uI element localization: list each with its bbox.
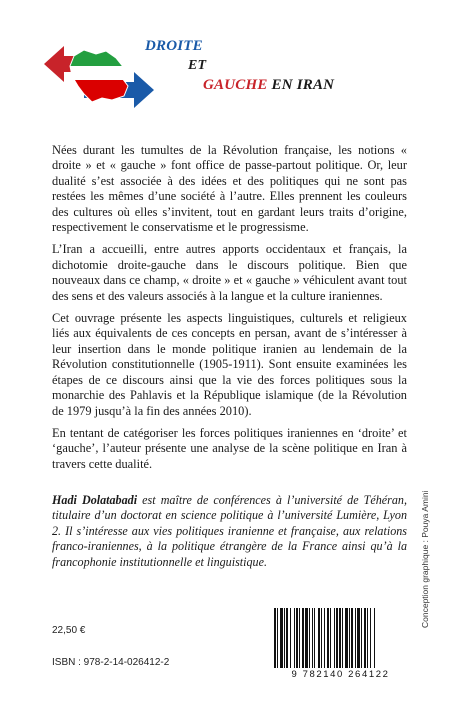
barcode-bar	[351, 608, 353, 668]
barcode-bar	[327, 608, 329, 668]
barcode-bar	[286, 608, 288, 668]
barcode-bar	[345, 608, 348, 668]
title-line-gauche-en-iran	[203, 77, 334, 94]
barcode-bar	[290, 608, 291, 668]
author-bio-text: est maître de conférences à l’université de Téhéran, titulaire d’un doctorat en science politique à l’université Lumière, Lyon 2. Il s’intéresse aux vies politiques iranienne et française, aux relations franco-iraniennes, à la politique étrangère de la France ainsi qu’à la francophonie institutionnelle et linguistique.	[52, 493, 407, 569]
isbn: ISBN : 978-2-14-026412-2	[52, 657, 170, 668]
barcode-bar	[302, 608, 304, 668]
barcode-bar	[321, 608, 322, 668]
author-name: Hadi Dolatabadi	[52, 493, 138, 507]
barcode-bar	[309, 608, 310, 668]
barcode-bar	[324, 608, 325, 668]
price: 22,50 €	[52, 625, 86, 636]
barcode-bar	[314, 608, 315, 668]
barcode-bar	[296, 608, 298, 668]
title-line-droite: DROITE	[145, 38, 203, 54]
barcode-bar	[280, 608, 283, 668]
barcode-bar	[367, 608, 368, 668]
barcode-bar	[336, 608, 338, 668]
summary-paragraph-1: Nées durant les tumultes de la Révolution française, les notions « droite » et « gauche » font office de passe-partout politique. Or, leur dualité s’est associée à des idées et des politiques qui ne sont pas restées les mêmes d’une société à l’autre. Elles prennent les couleurs des cultures où elles s’invitent, tout en gardant leurs traits d’origine, respectivement le conservatisme et le progressisme.	[52, 143, 407, 235]
title-en-iran: EN IRAN	[267, 77, 335, 93]
barcode-bar	[361, 608, 362, 668]
barcode-bar	[342, 608, 343, 668]
barcode-bar	[274, 608, 276, 668]
barcode-bar	[339, 608, 341, 668]
barcode-bar	[357, 608, 360, 668]
barcode-bar	[355, 608, 356, 668]
back-cover-summary	[52, 143, 407, 479]
barcode-bar	[334, 608, 335, 668]
barcode-bar	[277, 608, 278, 668]
barcode-bar	[299, 608, 300, 668]
barcode-icon	[272, 608, 407, 668]
barcode-number: 9 782140 264122	[291, 669, 390, 680]
barcode-bar	[349, 608, 350, 668]
summary-paragraph-3: Cet ouvrage présente les aspects linguistiques, culturels et religieux liés aux équivalents de ces concepts en persan, avant de s’intéresser à leur insertion dans le monde politique iranien au lendemain de la Révolution constitutionnelle (1905-1911). Sont ensuite examinées les étapes de ce discours ainsi que la vie des forces politiques sous la monarchie des Pahlavis et la République islamique (de la Révolution de 1979 jusqu’à la fin des années 2010).	[52, 311, 407, 418]
barcode-bar	[294, 608, 295, 668]
barcode-bar	[374, 608, 375, 668]
title-gauche: GAUCHE	[203, 77, 268, 93]
summary-paragraph-4: En tentant de catégoriser les forces politiques iraniennes en ‘droite’ et ‘gauche’, l’auteur présente une analyse de la scène politique en Iran à travers cette dualité.	[52, 425, 407, 471]
barcode-bar	[284, 608, 285, 668]
summary-paragraph-2: L’Iran a accueilli, entre autres apports occidentaux et français, la dichotomie droite-gauche dans le discours politique. Bien que nouveaux dans ce champ, « droite » et « gauche » véhiculent avant tout des sens et des valeurs associés à la langue et la culture iraniennes.	[52, 242, 407, 303]
iran-map-icon	[64, 42, 134, 110]
barcode-bar	[305, 608, 308, 668]
barcode-bar	[364, 608, 366, 668]
title-line-et: ET	[188, 58, 207, 73]
design-credit: Conception graphique : Pouya Amini	[420, 490, 430, 628]
barcode-bar	[318, 608, 320, 668]
barcode-bar	[312, 608, 313, 668]
iran-arrows-logo-icon	[44, 42, 154, 112]
barcode-bar	[330, 608, 331, 668]
barcode-bar	[370, 608, 371, 668]
author-bio	[52, 493, 407, 570]
